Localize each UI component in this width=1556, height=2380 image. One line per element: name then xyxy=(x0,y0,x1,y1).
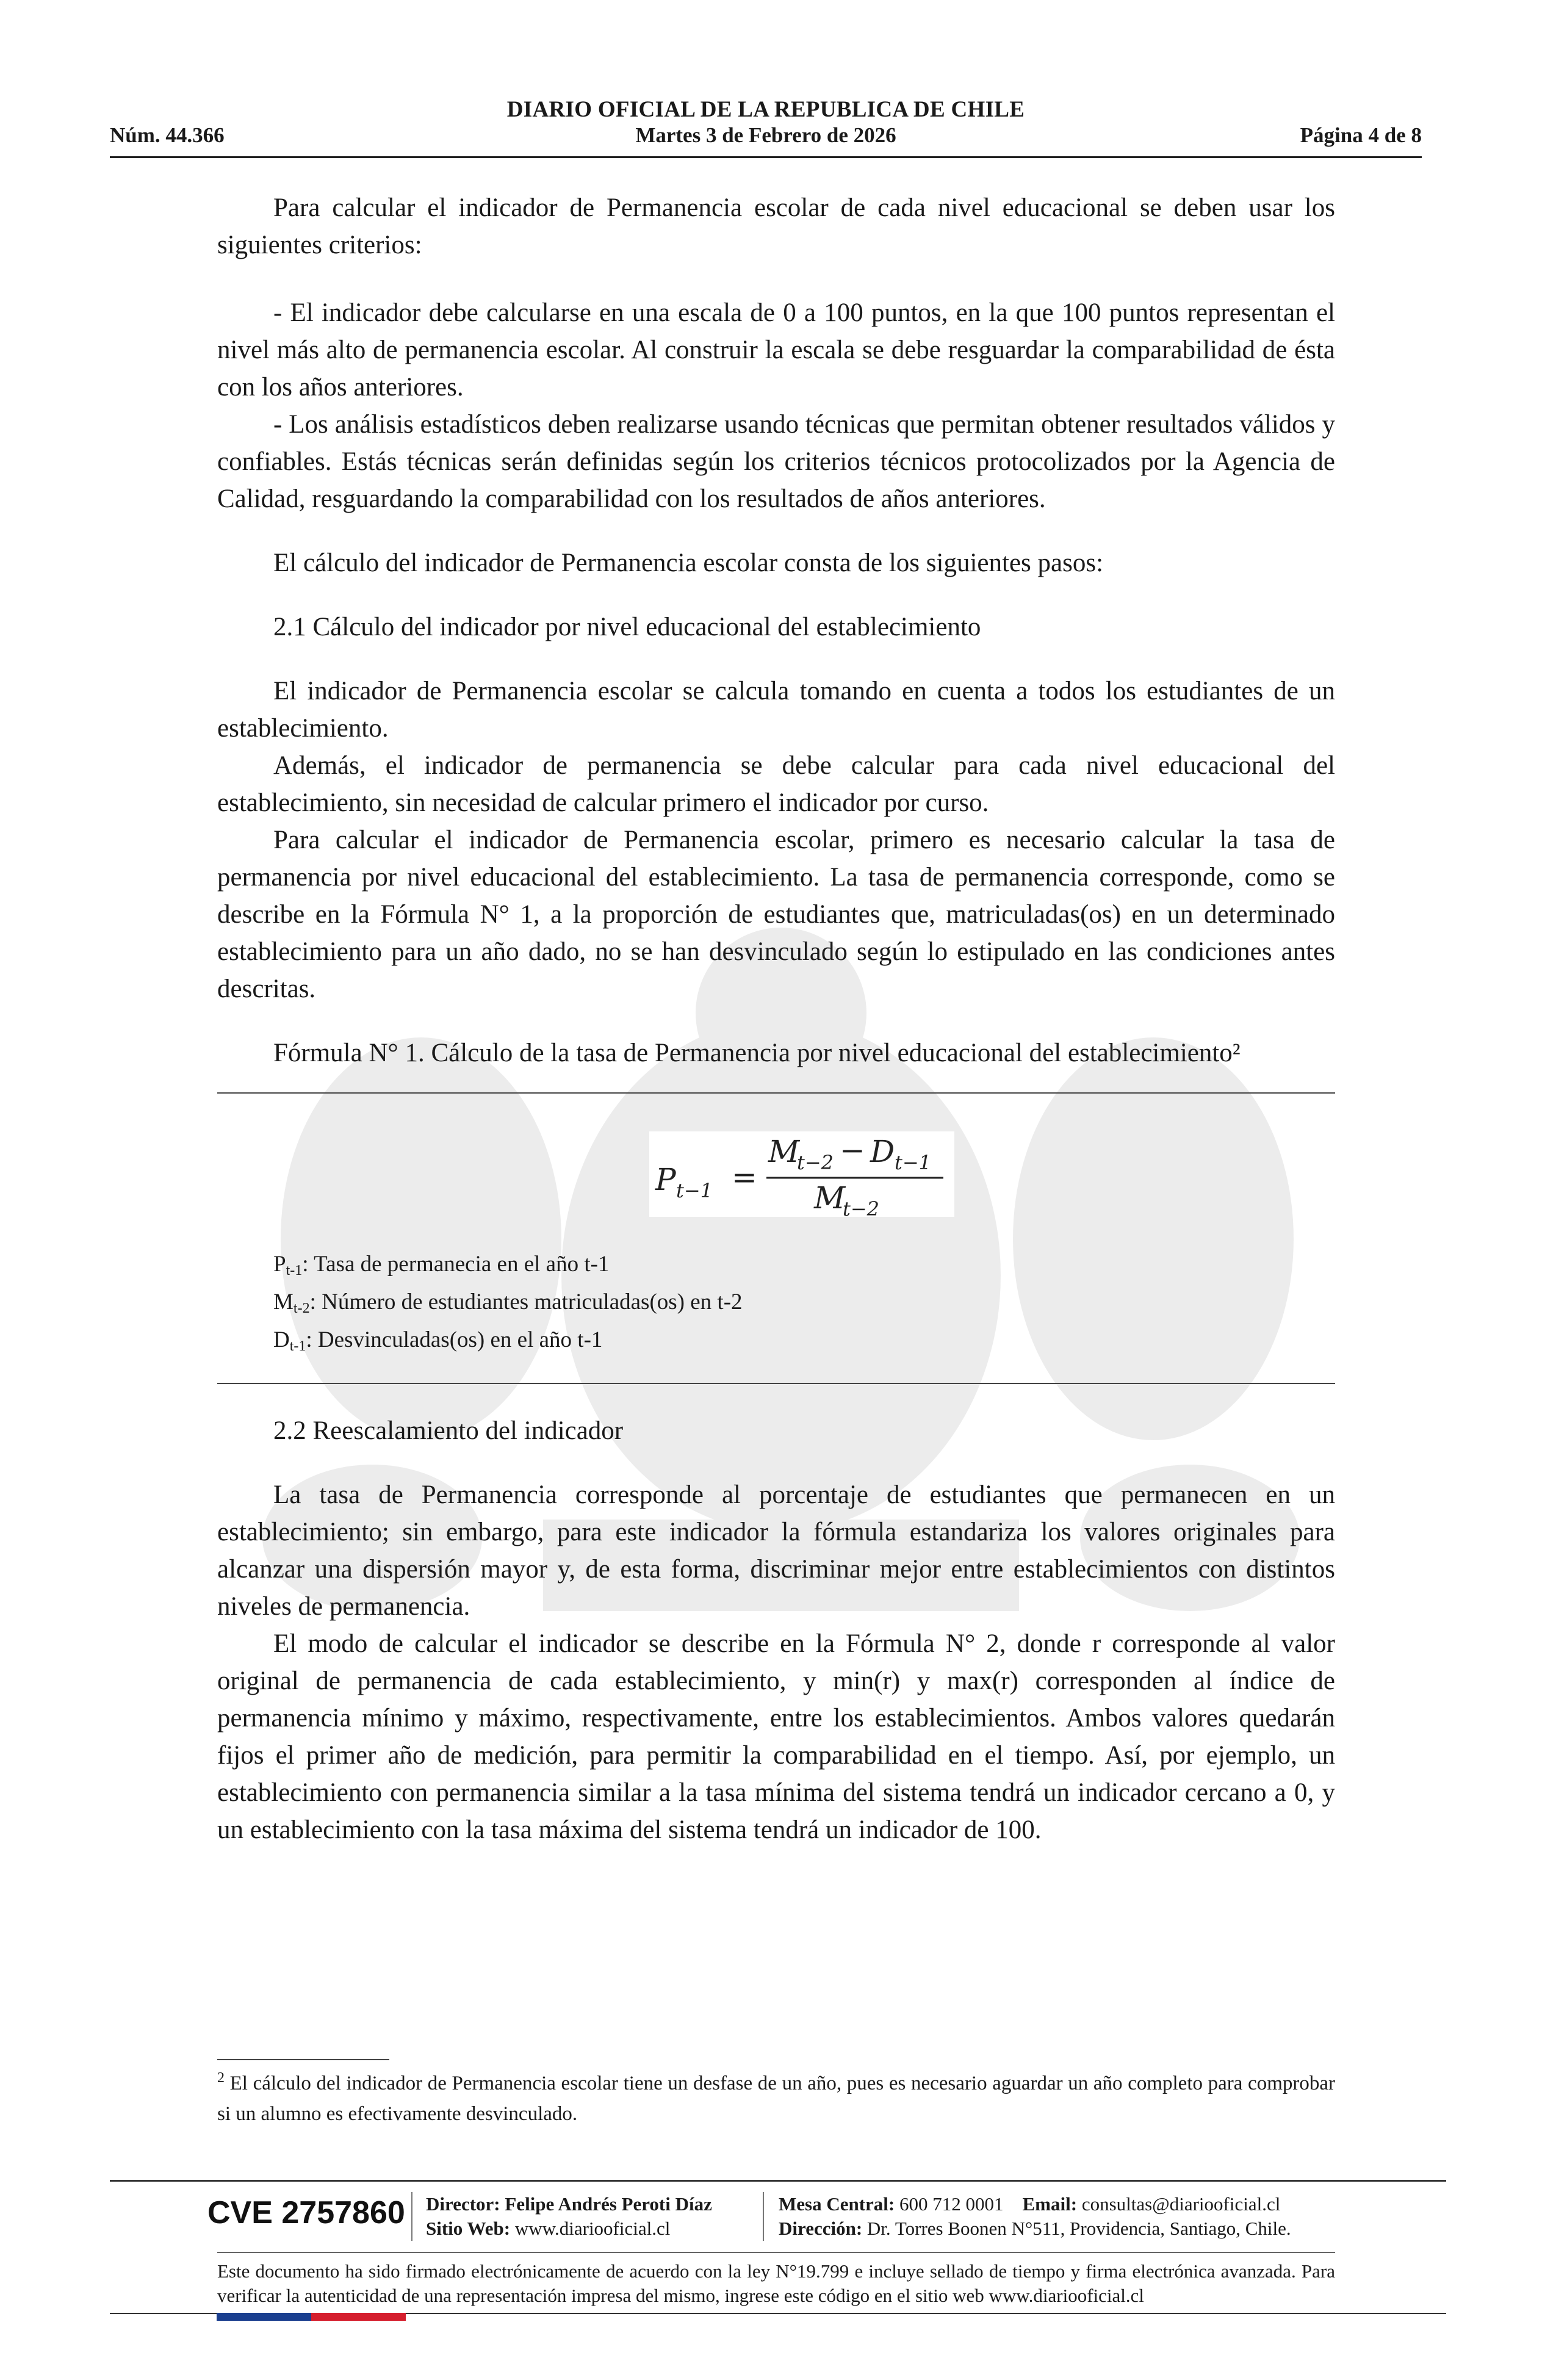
issue-number: Núm. 44.366 xyxy=(110,123,225,147)
formula-num-d-sub: t−1 xyxy=(895,1151,932,1174)
page-number: Página 4 de 8 xyxy=(1300,123,1422,147)
footer-separator xyxy=(411,2192,412,2241)
paragraph: El cálculo del indicador de Permanencia escolar consta de los siguientes pasos: xyxy=(273,549,1104,577)
header-divider xyxy=(110,156,1422,158)
footnote: $^2$ El cálculo del indicador de Permanencia escolar tiene un desfase de un año, pues es necesario aguardar un año completo para comprobar si un alumno es efectivamente desvinculado. xyxy=(217,2070,1335,2125)
definition-item: $P_{t-1}$: Tasa de permanecia en el año t-1 xyxy=(273,1252,610,1278)
formula-minus: − xyxy=(840,1133,865,1168)
paragraph: Además, el indicador de permanencia se debe calcular para cada nivel educacional del establecimiento, sin necesidad de calcular primero el indicador por curso. xyxy=(217,751,1335,817)
page-header xyxy=(110,92,1422,159)
paragraph: Para calcular el indicador de Permanencia escolar de cada nivel educacional se deben usar los siguientes criterios: xyxy=(217,193,1335,259)
footer-director-block: Director: Felipe Andrés Peroti Díaz Sitio Web: www.diariooficial.cl xyxy=(426,2193,712,2239)
footer-contact-block: Mesa Central: 600 712 0001 Email: consultas@diariooficial.cl Dirección: Dr. Torres Boonen N°511, Providencia, Santiago, Chile. xyxy=(779,2193,1291,2239)
paragraph: La tasa de Permanencia corresponde al porcentaje de estudiantes que permanecen en un establecimiento; sin embargo, para este indicador la fórmula estandariza los valores originales para alcanzar una dispersión mayor y, de esta forma, discriminar mejor entre establecimientos con distintos niveles de permanencia. xyxy=(217,1480,1335,1621)
director-name: Felipe Andrés Peroti Díaz xyxy=(505,2193,712,2215)
footer-separator xyxy=(763,2192,764,2241)
formula-1 xyxy=(649,1131,954,1217)
formula-equals: = xyxy=(732,1159,757,1195)
formula-lhs-sub: t−1 xyxy=(676,1179,713,1202)
formula-area xyxy=(217,1094,1335,1249)
formula-num-m: M xyxy=(768,1134,800,1169)
formula-caption: Fórmula N° 1. Cálculo de la tasa de Permanencia por nivel educacional del establecimiento² xyxy=(273,1039,1241,1067)
definition-item: $D_{t-1}$: Desvinculadas(os) en el año t-1 xyxy=(273,1327,603,1354)
definition-item: $M_{t-2}$: Número de estudiantes matriculadas(os) en t-2 xyxy=(273,1289,743,1316)
flag-color-bar xyxy=(217,2313,406,2321)
footer-inner-divider xyxy=(217,2252,1335,2253)
formula-den-m: M xyxy=(814,1180,846,1216)
footnote-divider xyxy=(217,2059,389,2060)
paragraph: El modo de calcular el indicador se describe en la Fórmula N° 2, donde r corresponde al valor original de permanencia de cada establecimiento, y min(r) y max(r) corresponden al índice de permanencia mínimo y máximo, respectivamente, entre los establecimientos. Ambos valores quedarán fijos el primer año de medición, para permitir la comparabilidad en el tiempo. Así, por ejemplo, un establecimiento con permanencia similar a la tasa mínima del sistema tendrá un indicador cercano a 0, y un establecimiento con la tasa máxima del sistema tendrá un indicador de 100. xyxy=(217,1629,1335,1844)
formula-num-d: D xyxy=(870,1134,895,1169)
legal-notice: Este documento ha sido firmado electrónicamente de acuerdo con la ley N°19.799 e incluye sellado de tiempo y firma electrónica avanzada. Para verificar la autenticidad de una representación impresa del mismo, ingrese este código en el sitio web www.diariooficial.cl xyxy=(217,2260,1335,2306)
paragraph: El indicador de Permanencia escolar se calcula tomando en cuenta a todos los estudiantes de un establecimiento. xyxy=(217,677,1335,743)
section-heading-2-2: 2.2 Reescalamiento del indicador xyxy=(273,1416,624,1445)
formula-lhs: P xyxy=(655,1162,676,1197)
footer-divider xyxy=(110,2180,1446,2182)
cve-code: CVE 2757860 xyxy=(207,2195,405,2230)
formula-den-m-sub: t−2 xyxy=(843,1197,880,1217)
newspaper-title: DIARIO OFICIAL DE LA REPUBLICA DE CHILE xyxy=(506,97,1025,122)
paragraph: - El indicador debe calcularse en una escala de 0 a 100 puntos, en la que 100 puntos representan el nivel más alto de permanencia escolar. Al construir la escala se debe resguardar la comparabilidad de ésta con los años anteriores. xyxy=(217,298,1335,402)
formula-num-m-sub: t−2 xyxy=(797,1151,834,1174)
section-heading-2-1: 2.1 Cálculo del indicador por nivel educacional del establecimiento xyxy=(273,613,981,641)
email-link[interactable]: consultas@diariooficial.cl xyxy=(1081,2193,1281,2215)
website-link[interactable]: www.diariooficial.cl xyxy=(514,2218,671,2239)
paragraph: Para calcular el indicador de Permanencia escolar, primero es necesario calcular la tasa de permanencia por nivel educacional del establecimiento. La tasa de permanencia corresponde, como se describe en la Fórmula N° 1, a la proporción de estudiantes que, matriculadas(os) en un determinado establecimiento para un año dado, no se han desvinculado según lo estipulado en las condiciones antes descritas. xyxy=(217,826,1335,1003)
formula-bottom-rule xyxy=(217,1383,1335,1384)
document-body xyxy=(217,189,1335,1848)
formula-definitions xyxy=(217,1249,1335,1362)
paragraph: - Los análisis estadísticos deben realizarse usando técnicas que permitan obtener resultados válidos y confiables. Estás técnicas serán definidas según los criterios técnicos protocolizados por la Agencia de Calidad, resguardando la comparabilidad con los resultados de años anteriores. xyxy=(217,410,1335,513)
issue-date: Martes 3 de Febrero de 2026 xyxy=(635,123,896,147)
